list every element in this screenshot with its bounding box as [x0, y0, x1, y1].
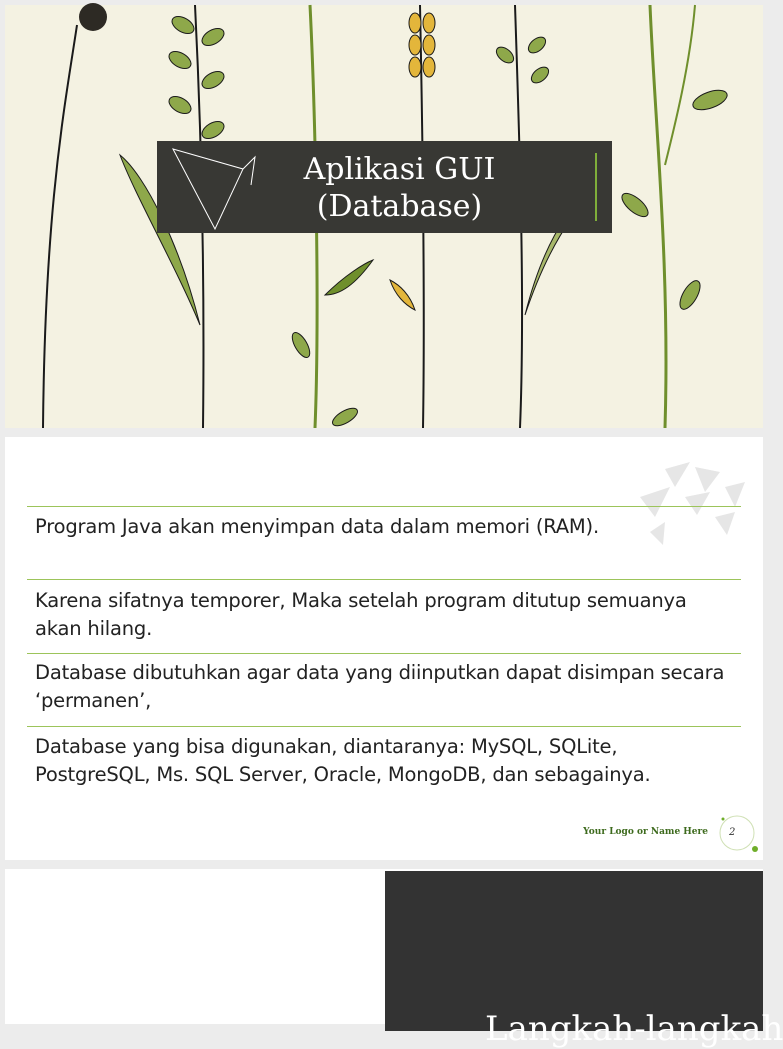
footer-logo-text: Your Logo or Name Here	[583, 827, 708, 837]
next-slide[interactable]	[5, 869, 783, 1049]
content-slide[interactable]	[5, 437, 763, 860]
page-number: 2	[729, 827, 736, 838]
divider	[27, 579, 741, 580]
divider	[27, 726, 741, 727]
title-line-2: (Database)	[316, 189, 483, 224]
page-number-circle-icon	[715, 809, 761, 855]
bullet-4: Database yang bisa digunakan, diantaranya: MySQL, SQLite, PostgreSQL, Ms. SQL Server, Oracle, MongoDB, dan sebagainya.	[35, 735, 651, 786]
accent-line	[595, 153, 597, 221]
bullet-2: Karena sifatnya temporer, Maka setelah program ditutup semuanya akan hilang.	[35, 589, 687, 640]
divider	[27, 506, 741, 507]
dark-panel	[385, 871, 783, 1049]
bullet-1: Program Java akan menyimpan data dalam memori (RAM).	[35, 515, 599, 538]
title-line-1: Aplikasi GUI	[303, 152, 496, 187]
title-box	[157, 141, 612, 233]
title-slide[interactable]	[5, 5, 763, 428]
bullet-3: Database dibutuhkan agar data yang diinputkan dapat disimpan secara ‘permanen’,	[35, 661, 725, 712]
divider	[27, 653, 741, 654]
slide-title	[217, 151, 582, 225]
triangle-pattern-icon	[635, 457, 755, 567]
next-slide-title: Langkah-langkah	[485, 1009, 783, 1049]
